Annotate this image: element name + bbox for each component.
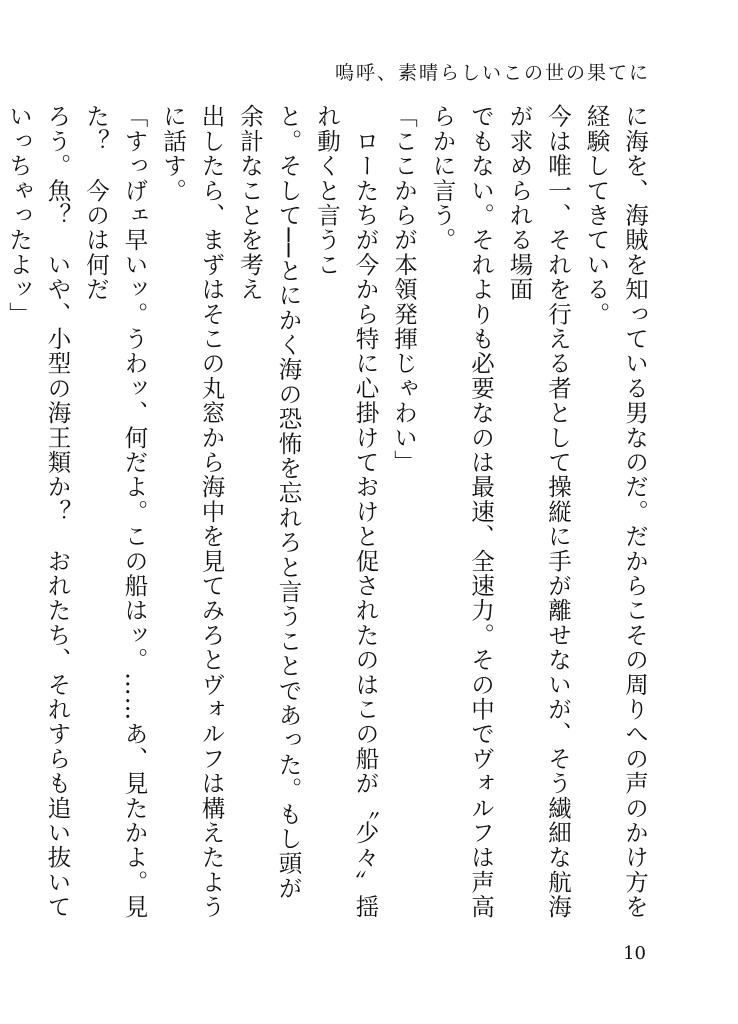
running-header-title: 嗚呼、素晴らしいこの世の果てに (334, 62, 650, 84)
vertical-text-body (5, 104, 654, 924)
paragraph-2: 「ここからが本領発揮じゃわい」 (390, 104, 418, 475)
page-number: 10 (623, 943, 646, 964)
paragraph-3: ローたちが今から特に心掛けておけと促されたのはこの船が〝少々〟揺れ動くと言うこ と。そして──とにかく海の恐怖を忘れろと言うことであった。もし頭が余計なことを考え 出したら、まずはそこの丸窓から海中を見てみろとヴォルフは構えたように話す。 (159, 104, 380, 920)
paragraph-4: 「すっげェ早いッ。うわッ、何だよ。この船はッ。……あ、見たかよ。見た？ 今のは何だ ろう。魚？ いや、小型の海王類か？ おれたち、それすらも追い抜いていっちゃったよッ」 (5, 104, 149, 920)
paragraph-1: に海を、海賊を知っている男なのだ。だからこその周りへの声のかけ方を経験してきている。 今は唯一、それを行える者として操縦に手が離せないが、そう繊細な航海が求められる場面 でもない。それよりも必要なのは最速、全速力。その中でヴォルフは声高らかに言う。 (428, 104, 649, 920)
